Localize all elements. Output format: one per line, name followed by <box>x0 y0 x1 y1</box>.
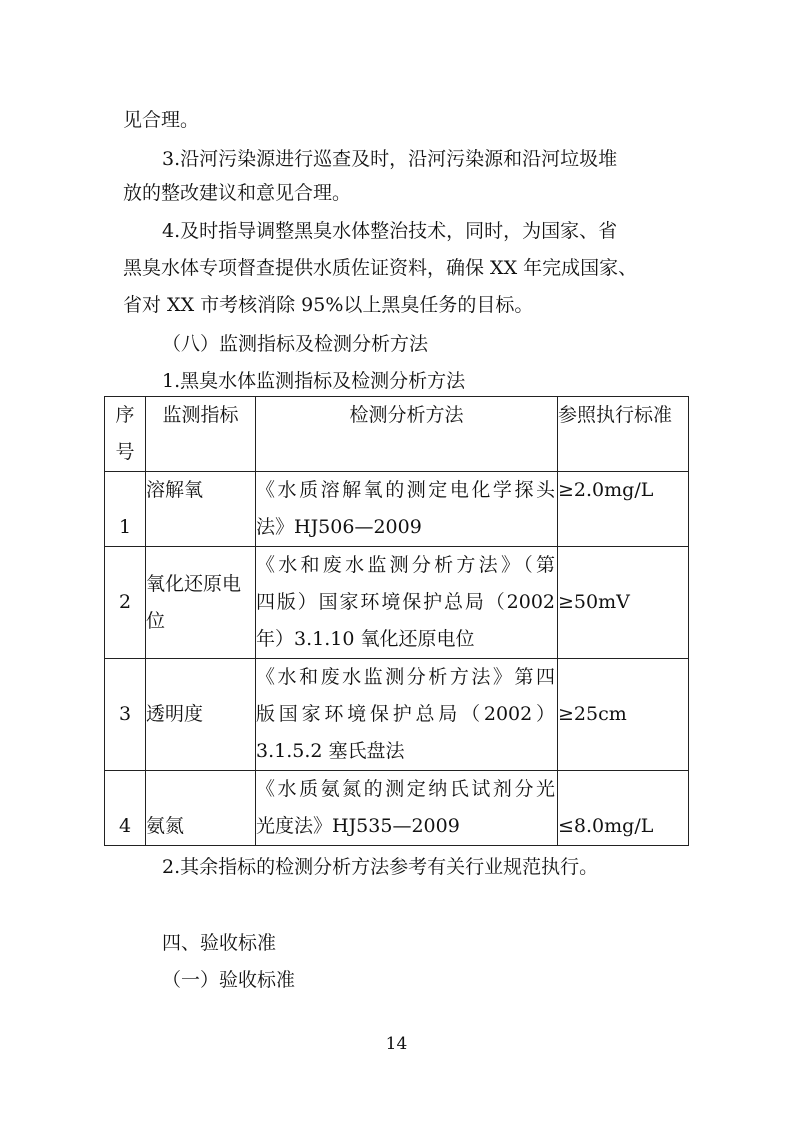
row-no: 1 <box>105 472 146 547</box>
paragraph-line: 3.沿河污染源进行巡查及时，沿河污染源和沿河垃圾堆 <box>162 148 618 170</box>
method-text: 《水和废水监测分析方法》第四 <box>256 666 555 688</box>
row-standard: ≤8.0mg/L <box>558 771 689 846</box>
paragraph-line: 4.及时指导调整黑臭水体整治技术，同时，为国家、省 <box>162 220 618 242</box>
row-method <box>256 472 558 547</box>
indicator-text: 溶解氧 <box>146 479 204 501</box>
row-standard: ≥25cm <box>558 659 689 771</box>
header-cell-no <box>105 397 146 472</box>
method-text: 《水和废水监测分析方法》（第 <box>256 554 555 576</box>
method-text: 《水质溶解氧的测定电化学探头 <box>256 479 555 501</box>
indicator-text: 位 <box>146 609 166 632</box>
header-cell-method <box>256 397 558 472</box>
paragraph-line: 见合理。 <box>123 109 200 131</box>
table-row <box>105 472 689 547</box>
method-text: 光度法》HJ535—2009 <box>256 815 460 837</box>
row-indicator <box>146 472 256 547</box>
row-indicator <box>146 659 256 771</box>
row-no: 3 <box>105 659 146 771</box>
row-standard: ≥50mV <box>558 547 689 659</box>
paragraph-line: 省对 XX 市考核消除 95%以上黑臭任务的目标。 <box>123 294 534 316</box>
header-text: 号 <box>115 441 135 463</box>
table-row <box>105 547 689 659</box>
method-text: 版国家环境保护总局（2002） <box>256 703 555 725</box>
header-cell-indicator <box>146 397 256 472</box>
table-row <box>105 659 689 771</box>
header-text: 参照执行标准 <box>558 404 673 426</box>
header-cell-standard <box>558 397 689 472</box>
subsection-heading: （一）验收标准 <box>162 969 296 991</box>
row-method <box>256 659 558 771</box>
row-standard: ≥2.0mg/L <box>558 472 689 547</box>
header-text: 监测指标 <box>162 404 239 426</box>
row-no: 2 <box>105 547 146 659</box>
row-method <box>256 547 558 659</box>
table-row <box>105 771 689 846</box>
method-text: 《水质氨氮的测定纳氏试剂分光 <box>256 778 555 800</box>
row-indicator <box>146 547 256 659</box>
monitoring-table <box>104 396 689 846</box>
paragraph-line: 放的整改建议和意见合理。 <box>123 182 352 204</box>
indicator-text: 氧化还原电 <box>146 572 242 595</box>
header-text: 检测分析方法 <box>349 404 464 426</box>
indicator-text: 氨氮 <box>146 815 185 837</box>
table-header-row <box>105 397 689 472</box>
section-heading: 四、验收标准 <box>162 932 277 954</box>
indicator-text: 透明度 <box>146 703 204 725</box>
row-no: 4 <box>105 771 146 846</box>
header-text: 序 <box>115 404 135 426</box>
row-indicator <box>146 771 256 846</box>
method-text: 法》HJ506—2009 <box>256 516 422 538</box>
paragraph-line: 黑臭水体专项督查提供水质佐证资料，确保 XX 年完成国家、 <box>123 257 638 279</box>
page-number: 14 <box>385 1034 408 1054</box>
subsection-heading: 1.黑臭水体监测指标及检测分析方法 <box>162 370 466 392</box>
row-method <box>256 771 558 846</box>
method-text: 3.1.5.2 塞氏盘法 <box>256 740 405 762</box>
section-heading: （八）监测指标及检测分析方法 <box>162 333 429 355</box>
paragraph-line: 2.其余指标的检测分析方法参考有关行业规范执行。 <box>162 856 599 878</box>
method-text: 年）3.1.10 氧化还原电位 <box>256 628 475 650</box>
method-text: 四版）国家环境保护总局（2002 <box>256 591 555 613</box>
